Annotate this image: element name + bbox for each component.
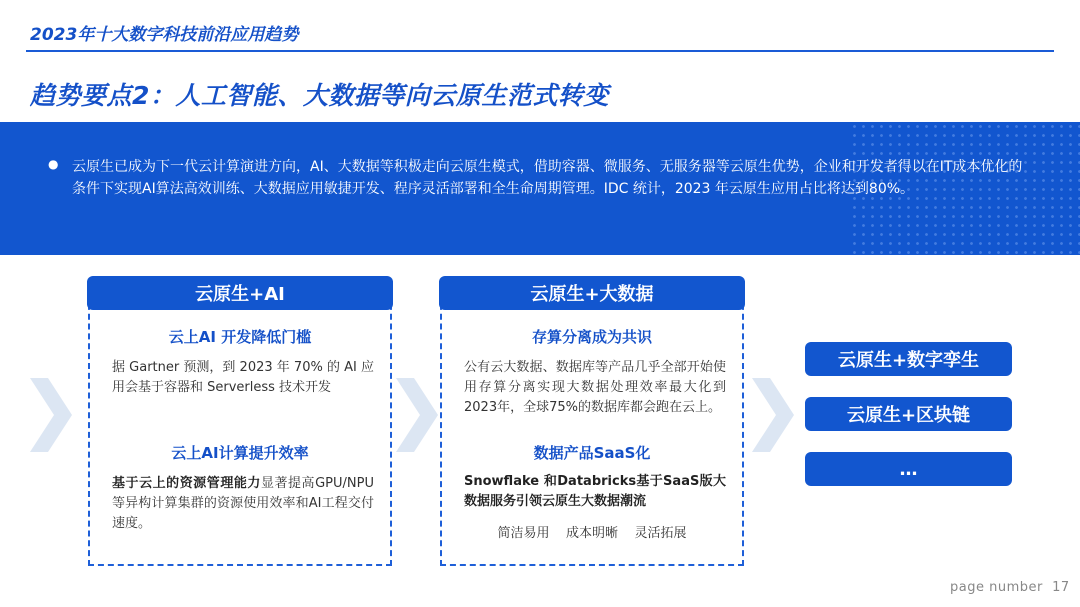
pill-more: … (805, 452, 1012, 486)
section-text (112, 474, 374, 534)
card-title: 云原生+大数据 (439, 276, 745, 310)
pill-digital-twin: 云原生+数字孪生 (805, 342, 1012, 376)
section-text-bold: Snowflake 和Databricks基于SaaS版大数据服务引领云原生大数据潮流 (464, 474, 726, 509)
page-number: page number 17 (950, 580, 1070, 595)
banner-text: 云原生已成为下一代云计算演进方向，AI、大数据等积极走向云原生模式，借助容器、微服务、无服务器等云原生优势，企业和开发者得以在IT成本优化的条件下实现AI算法高效训练、大数据应用敏捷开发、程序灵活部署和全生命周期管理。IDC 统计，2023 年云原生应用占比将达到80%。 (72, 159, 1023, 197)
section-title: 存算分离成为共识 (531, 328, 652, 346)
card-body (440, 294, 744, 566)
feature-tags: 简洁易用 成本明晰 灵活拓展 (497, 526, 687, 541)
header-title: 2023年十大数字科技前沿应用趋势 (30, 25, 299, 45)
header-rule (26, 50, 1054, 52)
chevron-right-icon (752, 378, 794, 452)
card-cloud-native-bigdata (439, 276, 745, 566)
section-text-rest: 显著提高GPU/NPU等异构计算集群的资源使用效率和AI工程交付速度。 (112, 476, 374, 531)
card-cloud-native-ai (87, 276, 393, 566)
chevron-right-icon (30, 378, 72, 452)
section-text-bold: 基于云上的资源管理能力 (112, 476, 261, 491)
summary-banner (0, 122, 1080, 255)
chevron-right-icon (396, 378, 438, 452)
pill-blockchain: 云原生+区块链 (805, 397, 1012, 431)
section-title: 云上AI计算提升效率 (171, 444, 309, 462)
section-text: 公有云大数据、数据库等产品几乎全部开始使用存算分离实现大数据处理效率最大化到2023年，全球75%的数据库都会跑在云上。 (464, 360, 726, 415)
page-title: 趋势要点2：人工智能、大数据等向云原生范式转变 (30, 81, 609, 110)
card-body (88, 294, 392, 566)
section-title: 数据产品SaaS化 (533, 444, 651, 462)
bullet-dot-icon: ● (48, 157, 59, 171)
section-title: 云上AI 开发降低门槛 (168, 328, 312, 346)
card-title: 云原生+AI (87, 276, 393, 310)
section-text: 据 Gartner 预测，到 2023 年 70% 的 AI 应用会基于容器和 Serverless 技术开发 (112, 360, 374, 395)
